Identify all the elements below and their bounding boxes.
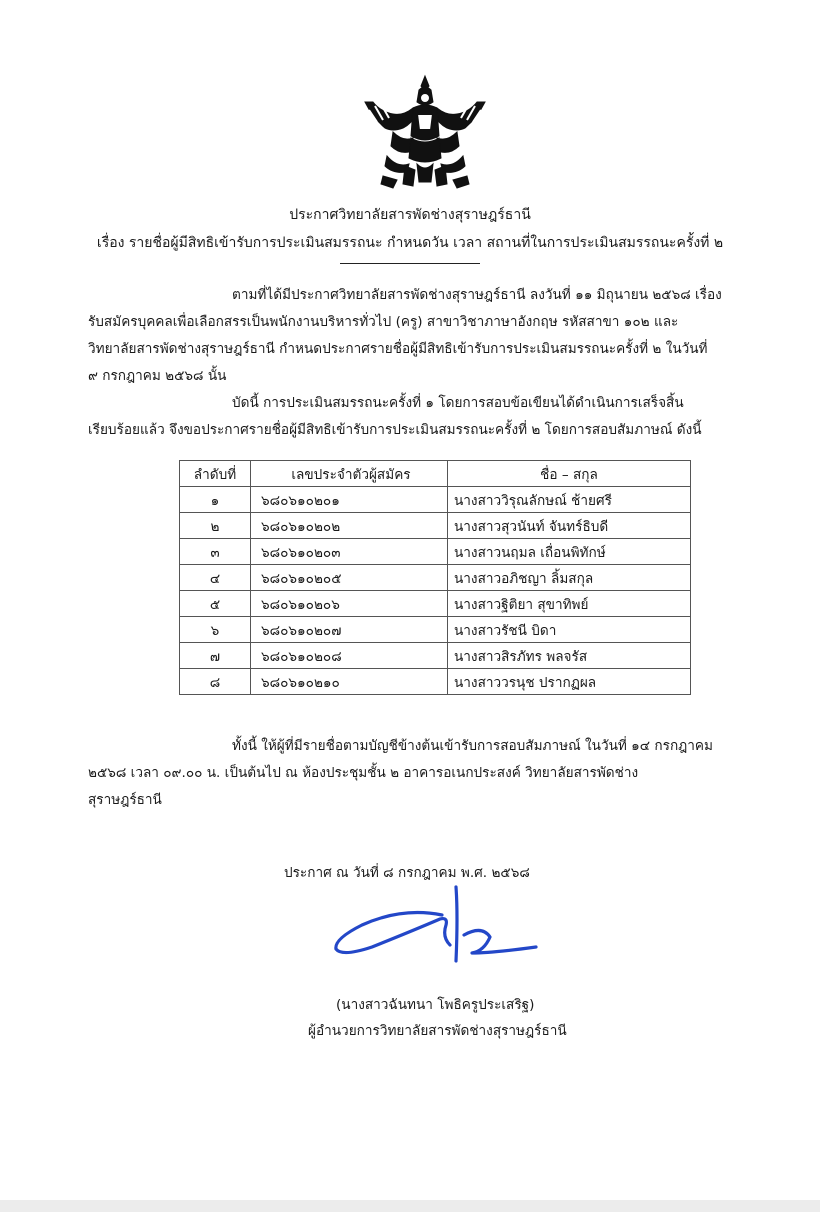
cell-name: นางสาวรัชนี บิดา — [448, 617, 691, 643]
cell-name: นางสาววรนุช ปรากฏผล — [448, 669, 691, 695]
garuda-emblem-icon — [363, 72, 487, 190]
table-row — [180, 487, 691, 513]
closing-paragraph — [88, 733, 756, 814]
cell-name: นางสาวสิรภัทร พลจรัส — [448, 643, 691, 669]
column-header-applicant-id: เลขประจำตัวผู้สมัคร — [251, 461, 448, 487]
table-row — [180, 539, 691, 565]
cell-order: ๖ — [180, 617, 251, 643]
candidate-table — [179, 460, 691, 695]
cell-order: ๘ — [180, 669, 251, 695]
cell-applicant-id: ๖๘๐๖๑๐๒๐๘ — [251, 643, 448, 669]
intro-line: ตามที่ได้มีประกาศวิทยาลัยสารพัดช่างสุราษฎร์ธานี ลงวันที่ ๑๑ มิถุนายน ๒๕๖๘ เรื่อง — [232, 287, 722, 303]
cell-applicant-id: ๖๘๐๖๑๐๒๐๗ — [251, 617, 448, 643]
table-row — [180, 565, 691, 591]
signer-position: ผู้อำนวยการวิทยาลัยสารพัดช่างสุราษฎร์ธานี — [308, 1023, 567, 1039]
cell-applicant-id: ๖๘๐๖๑๐๒๐๒ — [251, 513, 448, 539]
table-row — [180, 591, 691, 617]
cell-applicant-id: ๖๘๐๖๑๐๒๐๓ — [251, 539, 448, 565]
table-row — [180, 643, 691, 669]
cell-order: ๔ — [180, 565, 251, 591]
cell-name: นางสาวนฤมล เถื่อนพิทักษ์ — [448, 539, 691, 565]
announcement-date: ประกาศ ณ วันที่ ๘ กรกฎาคม พ.ศ. ๒๕๖๘ — [284, 865, 530, 881]
column-header-name: ชื่อ – สกุล — [448, 461, 691, 487]
closing-line: ๒๕๖๘ เวลา ๐๙.๐๐ น. เป็นต้นไป ณ ห้องประชุมชั้น ๒ อาคารอเนกประสงค์ วิทยาลัยสารพัดช่าง — [88, 765, 639, 781]
intro-line: รับสมัครบุคคลเพื่อเลือกสรรเป็นพนักงานบริหารทั่วไป (ครู) สาขาวิชาภาษาอังกฤษ รหัสสาขา ๑๐๒ และ — [88, 314, 679, 330]
cell-order: ๓ — [180, 539, 251, 565]
page-bottom-edge — [0, 1200, 820, 1212]
intro-line: วิทยาลัยสารพัดช่างสุราษฎร์ธานี กำหนดประกาศรายชื่อผู้มีสิทธิเข้ารับการประเมินสมรรถนะครั้งที่ ๒ ในวันที่ — [88, 341, 708, 357]
column-header-order: ลำดับที่ — [180, 461, 251, 487]
table-header-row — [180, 461, 691, 487]
table-row — [180, 513, 691, 539]
closing-line: ทั้งนี้ ให้ผู้ที่มีรายชื่อตามบัญชีข้างต้นเข้ารับการสอบสัมภาษณ์ ในวันที่ ๑๔ กรกฎาคม — [232, 738, 713, 754]
cell-name: นางสาววิรุณลักษณ์ ช้ายศรี — [448, 487, 691, 513]
status-line: บัดนี้ การประเมินสมรรถนะครั้งที่ ๑ โดยการสอบข้อเขียนได้ดำเนินการเสร็จสิ้น — [232, 395, 684, 411]
status-paragraph — [88, 390, 756, 444]
cell-applicant-id: ๖๘๐๖๑๐๒๐๕ — [251, 565, 448, 591]
announcement-subject: เรื่อง รายชื่อผู้มีสิทธิเข้ารับการประเมินสมรรถนะ กำหนดวัน เวลา สถานที่ในการประเมินสมรรถนะครั้งที่ ๒ — [96, 235, 724, 251]
cell-name: นางสาวฐิติยา สุขาทิพย์ — [448, 591, 691, 617]
cell-order: ๗ — [180, 643, 251, 669]
cell-order: ๑ — [180, 487, 251, 513]
cell-order: ๒ — [180, 513, 251, 539]
cell-applicant-id: ๖๘๐๖๑๐๒๐๖ — [251, 591, 448, 617]
signature — [322, 885, 542, 965]
table-row — [180, 617, 691, 643]
intro-paragraph — [88, 282, 756, 390]
header-divider — [340, 263, 480, 264]
closing-line: สุราษฎร์ธานี — [88, 792, 162, 808]
cell-order: ๕ — [180, 591, 251, 617]
cell-applicant-id: ๖๘๐๖๑๐๒๐๑ — [251, 487, 448, 513]
cell-name: นางสาวอภิชญา ลิ้มสกุล — [448, 565, 691, 591]
signer-name: (นางสาวฉันทนา โพธิครูประเสริฐ) — [336, 997, 535, 1013]
cell-applicant-id: ๖๘๐๖๑๐๒๑๐ — [251, 669, 448, 695]
announcement-title: ประกาศวิทยาลัยสารพัดช่างสุราษฎร์ธานี — [289, 207, 531, 223]
table-row — [180, 669, 691, 695]
status-line: เรียบร้อยแล้ว จึงขอประกาศรายชื่อผู้มีสิทธิเข้ารับการประเมินสมรรถนะครั้งที่ ๒ โดยการสอบสัมภาษณ์ ดังนี้ — [88, 422, 702, 438]
cell-name: นางสาวสุวนันท์ จันทร์ธิบดี — [448, 513, 691, 539]
intro-line: ๙ กรกฎาคม ๒๕๖๘ นั้น — [88, 368, 227, 384]
